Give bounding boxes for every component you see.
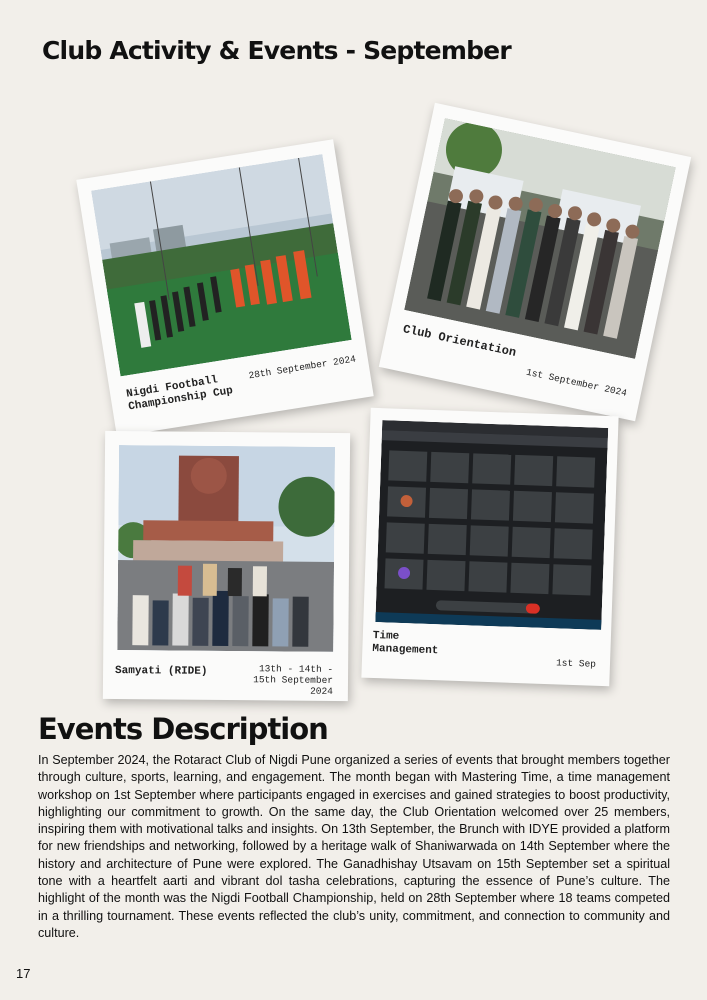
page-title: Club Activity & Events - September [42,36,511,65]
events-description-heading: Events Description [38,712,328,746]
orientation-date: 1st September 2024 [525,366,628,399]
time-management-date: 1st Sep [555,657,597,670]
time-management-caption: Time Management [372,629,439,657]
orientation-caption: Club Orientation [401,322,518,360]
samyati-caption: Samyati (RIDE) [115,665,208,678]
time-management-polaroid [361,408,618,686]
orientation-polaroid [379,103,691,422]
football-caption: Nigdi Football Championship Cup [125,374,234,414]
samyati-group-photo [117,445,335,652]
orientation-group-photo [401,118,676,360]
samyati-date: 13th - 14th - 15th September 2024 [253,663,334,697]
football-date: 28th September 2024 [247,353,357,382]
page-number: 17 [16,966,31,981]
events-description-text: In September 2024, the Rotaract Club of Nigdi Pune organized a series of events that brought members together through culture, sports, learning, and engagement. The month began with Mastering Time, a time management workshop on 1st September where participants engaged in exercises and gained strategies to boost productivity, highlighting our commitment to growth. On the same day, the Club Orientation welcomed over 25 members, inspiring them with motivational talks and insights. On 13th September, the Brunch with IDYE provided a platform for new friendships and networking, followed by a heritage walk of Shaniwarwada on 14th September where the history and architecture of Pune were explored. The Ganadhishay Utsavam on 15th September set a spiritual tone with a heartfelt aarti and vibrant dol tasha celebrations, capturing the essence of Pune’s culture. The highlight of the month was the Nigdi Football Championship, held on 28th September where 18 teams competed in a thrilling tournament. These events reflected the club’s unity, commitment, and connection to community and culture. [38,753,670,940]
football-polaroid [76,139,373,436]
time-management-meeting-screenshot [375,420,608,630]
football-team-photo [91,154,352,376]
samyati-polaroid [103,431,350,701]
